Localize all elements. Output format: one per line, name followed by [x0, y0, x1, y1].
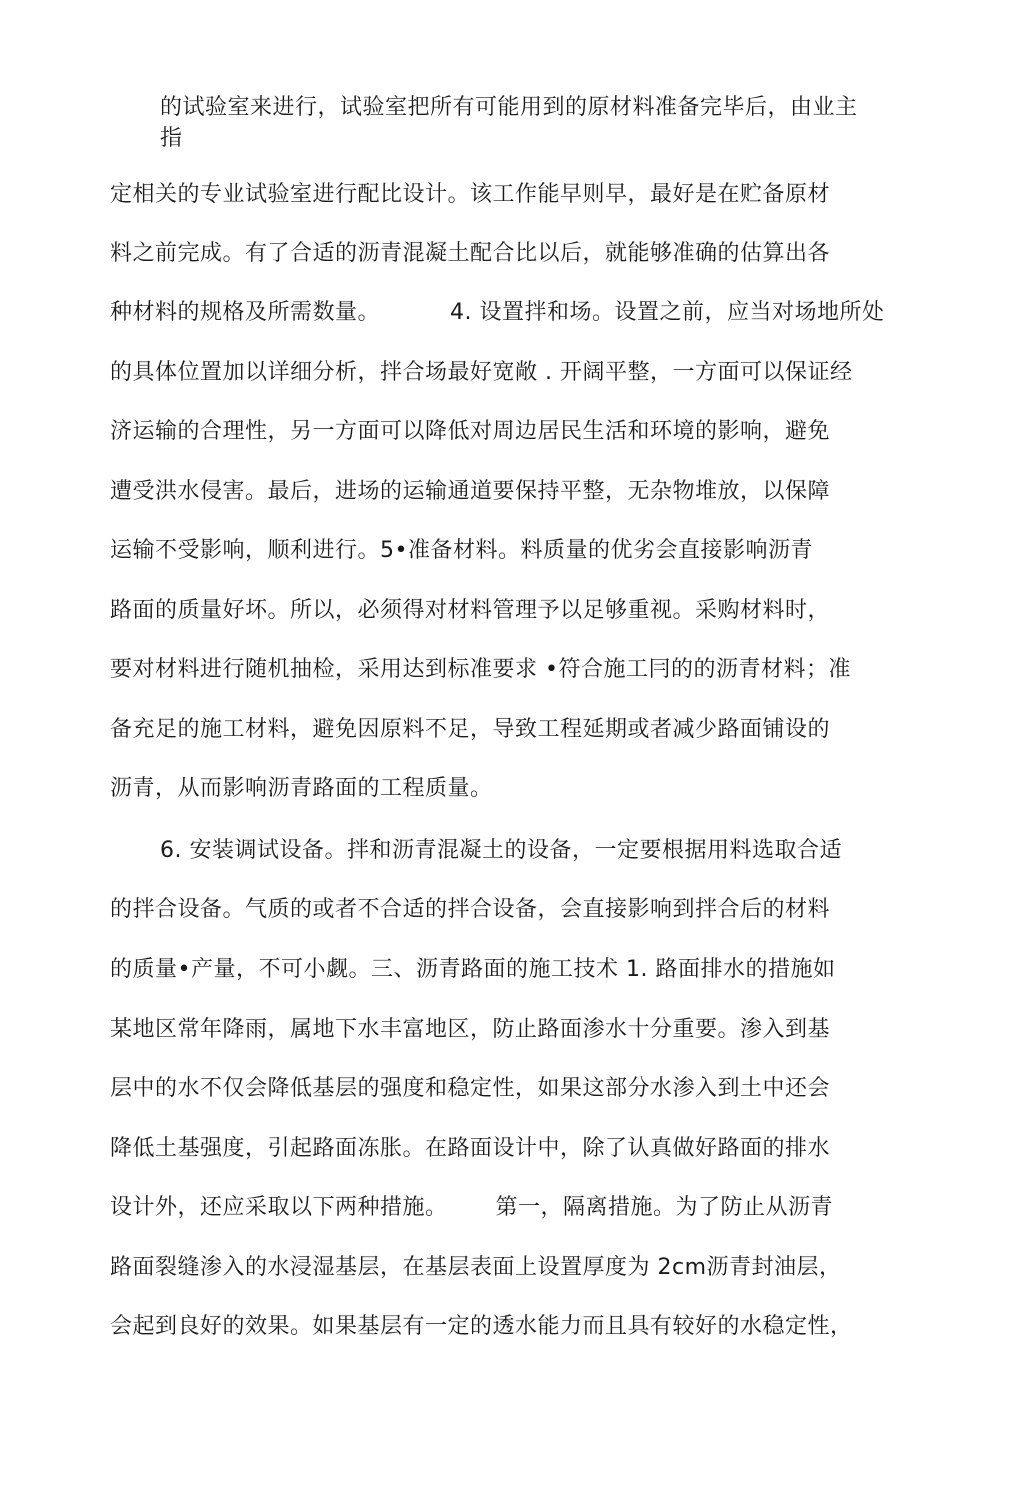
text-segment: 种材料的规格及所需数量。 [110, 300, 381, 325]
text-line-1: 的试验室来进行，试验室把所有可能用到的原材料准备完毕后，由业主 [160, 95, 858, 120]
text-line-15: 的拌合设备。气质的或者不合适的拌合设备，会直接影响到拌合后的材料 [110, 897, 831, 922]
text-line-18: 层中的水不仅会降低基层的强度和稳定性，如果这部分水渗入到土中还会 [110, 1076, 831, 1101]
text-line-17: 某地区常年降雨，属地下水丰富地区，防止路面渗水十分重要。渗入到基 [110, 1017, 831, 1042]
text-line-6: 的具体位置加以详细分析，拌合场最好宽敞 . 开阔平整，一方面可以保证经 [110, 360, 853, 385]
text-segment: 设计外，还应采取以下两种措施。 [110, 1195, 448, 1220]
text-line-12: 备充足的施工材料，避免因原料不足，导致工程延期或者减少路面铺设的 [110, 717, 831, 742]
text-line-4: 料之前完成。有了合适的沥青混凝土配合比以后，就能够准确的估算出各 [110, 241, 831, 266]
text-line-10: 路面的质量好坏。所以，必须得对材料管理予以足够重视。采购材料时， [110, 598, 831, 623]
text-line-11: 要对材料进行随机抽检，采用达到标准要求 •符合施工冃的的沥青材料；准 [110, 657, 851, 682]
text-line-8: 遭受洪水侵害。最后，进场的运输通道要保持平整，无杂物堆放，以保障 [110, 479, 831, 504]
text-line-13: 沥青，从而影响沥青路面的工程质量。 [110, 776, 493, 801]
text-segment: 4. 设置拌和场。设置之前，应当对场地所处 [450, 300, 885, 325]
text-line-7: 济运输的合理性，另一方面可以降低对周边居民生活和环境的影响，避免 [110, 419, 831, 444]
text-line-16: 的质量•产量，不可小觑。三、沥青路面的施工技术 1. 路面排水的措施如 [110, 957, 836, 982]
text-line-20 [110, 1193, 833, 1223]
text-line-19: 降低土基强度，引起路面冻胀。在路面设计中，除了认真做好路面的排水 [110, 1136, 831, 1161]
text-line-9: 运输不受影响，顺利进行。5•准备材料。料质量的优劣会直接影响沥青 [110, 538, 813, 563]
text-segment: 第一，隔离措施。为了防止从沥青 [495, 1195, 834, 1220]
text-line-22: 会起到良好的效果。如果基层有一定的透水能力而且具有较好的水稳定性， [110, 1314, 853, 1339]
text-line-5 [110, 298, 885, 328]
text-line-21: 路面裂缝渗入的水浸湿基层，在基层表面上设置厚度为 2cm沥青封油层， [110, 1255, 842, 1280]
text-line-14: 6. 安装调试设备。拌和沥青混凝土的设备，一定要根据用料选取合适 [160, 838, 842, 863]
text-line-2: 指 [160, 126, 183, 151]
text-line-3: 定相关的专业试验室进行配比设计。该工作能早则早，最好是在贮备原材 [110, 182, 831, 207]
